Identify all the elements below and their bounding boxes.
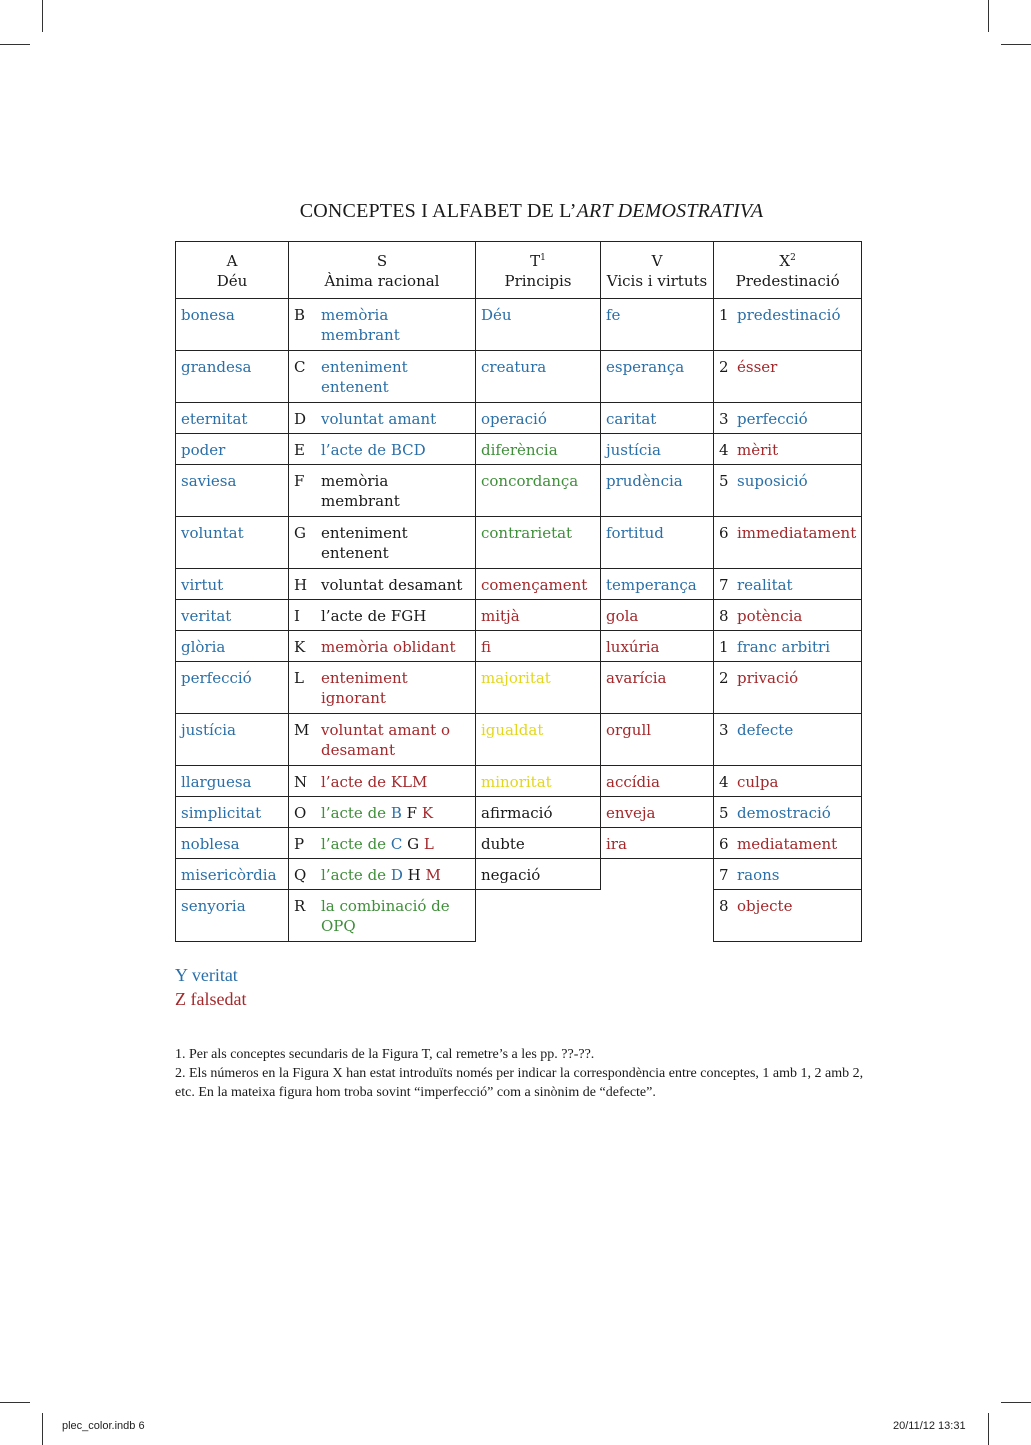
cell-anima [289, 631, 476, 662]
concept-s-part: memòria membrant [321, 306, 400, 344]
table-row [176, 828, 862, 859]
table-row [176, 766, 862, 797]
concept-a: poder [181, 441, 226, 459]
table-row [176, 299, 862, 351]
cell-anima [289, 351, 476, 403]
concept-x: predestinació [737, 306, 841, 324]
crop-mark [42, 1413, 43, 1445]
cell-anima [289, 434, 476, 465]
column-header [476, 242, 601, 299]
alphabet-letter: H [294, 576, 308, 594]
crop-mark [1001, 1402, 1031, 1403]
column-letter: $T^1$ [530, 252, 546, 270]
concept-s-part: M [425, 866, 441, 884]
cell-predestinacio [714, 351, 862, 403]
cell-principis [476, 569, 601, 600]
x-number: 7 [719, 866, 729, 884]
concept-v: enveja [606, 804, 656, 822]
concept-t: afirmació [481, 804, 553, 822]
concept-t: creatura [481, 358, 547, 376]
x-number: 5 [719, 804, 729, 822]
concept-t: concordança [481, 472, 579, 490]
cell-deu [176, 631, 289, 662]
cell-vicis [601, 662, 714, 714]
concept-x: potència [737, 607, 803, 625]
concept-x: demostració [737, 804, 831, 822]
concept-a: virtut [181, 576, 224, 594]
concept-v: justícia [606, 441, 661, 459]
cell-principis [476, 403, 601, 434]
concept-s-part: l’acte de FGH [321, 607, 427, 625]
x-number: 8 [719, 607, 729, 625]
concept-v: esperança [606, 358, 685, 376]
alphabet-letter: E [294, 441, 305, 459]
cell-principis [476, 714, 601, 766]
cell-anima [289, 890, 476, 942]
concept-s-part: l’acte de [321, 804, 391, 822]
cell-predestinacio [714, 434, 862, 465]
concept-t: operació [481, 410, 547, 428]
concept-a: perfecció [181, 669, 252, 687]
header-row [176, 242, 862, 299]
concept-a: grandesa [181, 358, 252, 376]
legend-z: Z falsedat [175, 989, 247, 1009]
concept-x: raons [737, 866, 780, 884]
alphabet-letter: O [294, 804, 307, 822]
concept-v: accídia [606, 773, 660, 791]
concept-s-part: G [402, 835, 424, 853]
cell-principis [476, 434, 601, 465]
concept-v: prudència [606, 472, 683, 490]
alphabet-letter: R [294, 897, 306, 915]
cell-anima [289, 465, 476, 517]
concept-s-part: F [401, 804, 422, 822]
cell-predestinacio [714, 403, 862, 434]
footer-file: plec_color.indb 6 [62, 1420, 145, 1432]
cell-deu [176, 714, 289, 766]
column-header [601, 242, 714, 299]
concept-v: temperança [606, 576, 697, 594]
cell-deu [176, 890, 289, 942]
cell-principis [476, 465, 601, 517]
concept-t: diferència [481, 441, 558, 459]
cell-anima [289, 662, 476, 714]
x-number: 4 [719, 441, 729, 459]
cell-deu [176, 828, 289, 859]
x-number: 5 [719, 472, 729, 490]
cell-vicis [601, 403, 714, 434]
cell-deu [176, 766, 289, 797]
cell-deu [176, 797, 289, 828]
cell-principis [476, 859, 601, 890]
cell-vicis [601, 465, 714, 517]
concept-t: majoritat [481, 669, 551, 687]
cell-anima [289, 766, 476, 797]
concept-a: llarguesa [181, 773, 252, 791]
table-row [176, 631, 862, 662]
concept-x: ésser [737, 358, 778, 376]
concept-x: immediatament [737, 524, 857, 542]
table-row [176, 662, 862, 714]
crop-mark [0, 44, 30, 45]
x-number: 2 [719, 358, 729, 376]
table-body [176, 299, 862, 942]
concept-t: contrarietat [481, 524, 573, 542]
alphabet-letter: F [294, 472, 305, 490]
crop-mark [1001, 44, 1031, 45]
concept-v: gola [606, 607, 639, 625]
column-name: Vicis i virtuts [606, 272, 708, 290]
concept-a: veritat [181, 607, 232, 625]
cell-predestinacio [714, 859, 862, 890]
cell-deu [176, 465, 289, 517]
footnote-1: 1. Per als conceptes secundaris de la Figura T, cal remetre’s a les pp. ??-??. [175, 1047, 595, 1062]
crop-mark [988, 1413, 989, 1445]
cell-predestinacio [714, 299, 862, 351]
concept-t: mitjà [481, 607, 520, 625]
footer-date: 20/11/12 13:31 [893, 1420, 966, 1432]
column-name: Ànima racional [324, 272, 440, 290]
column-name: Predestinació [735, 272, 840, 290]
cell-deu [176, 569, 289, 600]
concept-x: privació [737, 669, 799, 687]
cell-principis [476, 299, 601, 351]
cell-anima [289, 569, 476, 600]
x-number: 3 [719, 410, 729, 428]
cell-deu [176, 434, 289, 465]
cell-anima [289, 600, 476, 631]
cell-deu [176, 517, 289, 569]
concept-t: igualdat [481, 721, 544, 739]
crop-mark [988, 0, 989, 32]
table-row [176, 797, 862, 828]
concept-v: caritat [606, 410, 657, 428]
cell-predestinacio [714, 828, 862, 859]
concept-s-part: l’acte de [321, 835, 391, 853]
concept-s-part: voluntat amant [321, 410, 437, 428]
cell-predestinacio [714, 465, 862, 517]
table-row [176, 859, 862, 890]
concept-s-part: l’acte de [321, 866, 391, 884]
concept-a: noblesa [181, 835, 240, 853]
concept-s-part: enteniment entenent [321, 524, 408, 562]
cell-vicis [601, 631, 714, 662]
table-row [176, 569, 862, 600]
column-letter: $X^2$ [779, 252, 796, 270]
table-row [176, 600, 862, 631]
concept-x: culpa [737, 773, 779, 791]
concept-a: voluntat [181, 524, 244, 542]
cell-vicis [601, 600, 714, 631]
concept-a: simplicitat [181, 804, 262, 822]
x-number: 3 [719, 721, 729, 739]
concept-x: mediatament [737, 835, 838, 853]
cell-deu [176, 600, 289, 631]
table-row [176, 517, 862, 569]
concept-a: misericòrdia [181, 866, 277, 884]
cell-predestinacio [714, 890, 862, 942]
concept-s-part: K [421, 804, 434, 822]
concept-s-part: la combinació de OPQ [321, 897, 450, 935]
column-letter: A [226, 252, 238, 270]
concept-s-part: voluntat amant o desamant [321, 721, 450, 759]
column-header [714, 242, 862, 299]
alphabet-letter: I [294, 607, 300, 625]
alphabet-letter: P [294, 835, 305, 853]
cell-predestinacio [714, 600, 862, 631]
cell-principis [476, 600, 601, 631]
concept-t: començament [481, 576, 588, 594]
column-name: Principis [504, 272, 572, 290]
concept-a: bonesa [181, 306, 235, 324]
cell-vicis [601, 569, 714, 600]
concept-s-part: enteniment ignorant [321, 669, 408, 707]
cell-vicis [601, 859, 714, 890]
cell-deu [176, 403, 289, 434]
table-row [176, 465, 862, 517]
footnote-2: 2. Els números en la Figura X han estat introduïts només per indicar la correspondència entre conceptes, 1 amb 1, 2 amb 2, etc. En la mateixa figura hom troba sovint “imperfecció” com a sinònim de “defecte”. [175, 1066, 864, 1100]
alphabet-letter: Q [294, 866, 307, 884]
cell-deu [176, 859, 289, 890]
column-header [176, 242, 289, 299]
x-number: 7 [719, 576, 729, 594]
legend [175, 963, 246, 1011]
cell-vicis [601, 351, 714, 403]
concept-s-part: D [390, 866, 403, 884]
concept-v: avarícia [606, 669, 667, 687]
concept-a: glòria [181, 638, 226, 656]
table-row [176, 714, 862, 766]
footnotes [175, 1045, 875, 1102]
concept-x: realitat [737, 576, 793, 594]
table-row [176, 890, 862, 942]
concept-t: negació [481, 866, 541, 884]
concept-x: perfecció [737, 410, 808, 428]
column-name: Déu [216, 272, 248, 290]
cell-anima [289, 828, 476, 859]
alphabet-letter: B [294, 306, 306, 324]
concept-a: justícia [181, 721, 236, 739]
cell-vicis [601, 766, 714, 797]
cell-principis [476, 766, 601, 797]
concepts-table [175, 241, 862, 942]
concept-s-part: l’acte de KLM [321, 773, 428, 791]
cell-anima [289, 859, 476, 890]
cell-vicis [601, 890, 714, 942]
cell-deu [176, 351, 289, 403]
cell-principis [476, 890, 601, 942]
cell-principis [476, 662, 601, 714]
cell-deu [176, 299, 289, 351]
concept-a: saviesa [181, 472, 237, 490]
concept-t: minoritat [481, 773, 552, 791]
cell-deu [176, 662, 289, 714]
concept-x: suposició [737, 472, 808, 490]
concept-t: Déu [481, 306, 512, 324]
x-number: 2 [719, 669, 729, 687]
cell-principis [476, 828, 601, 859]
concept-s-part: voluntat desamant [321, 576, 463, 594]
cell-anima [289, 714, 476, 766]
cell-vicis [601, 299, 714, 351]
cell-predestinacio [714, 714, 862, 766]
concept-x: mèrit [737, 441, 779, 459]
alphabet-letter: C [294, 358, 306, 376]
concept-a: eternitat [181, 410, 248, 428]
x-number: 1 [719, 638, 729, 656]
concept-s-part: memòria membrant [321, 472, 400, 510]
column-header [289, 242, 476, 299]
concept-x: defecte [737, 721, 794, 739]
table-row [176, 351, 862, 403]
concept-v: orgull [606, 721, 652, 739]
cell-anima [289, 299, 476, 351]
cell-vicis [601, 797, 714, 828]
cell-predestinacio [714, 662, 862, 714]
x-number: 6 [719, 835, 729, 853]
cell-principis [476, 517, 601, 569]
cell-principis [476, 797, 601, 828]
alphabet-letter: M [294, 721, 310, 739]
cell-principis [476, 631, 601, 662]
cell-predestinacio [714, 766, 862, 797]
cell-predestinacio [714, 569, 862, 600]
title-main: CONCEPTES I ALFABET DE L’ [299, 200, 577, 222]
table-row [176, 403, 862, 434]
alphabet-letter: L [294, 669, 304, 687]
concept-x: objecte [737, 897, 793, 915]
cell-principis [476, 351, 601, 403]
cell-predestinacio [714, 797, 862, 828]
cell-anima [289, 403, 476, 434]
alphabet-letter: N [294, 773, 308, 791]
crop-mark [42, 0, 43, 32]
concept-s-part: H [402, 866, 426, 884]
cell-vicis [601, 828, 714, 859]
cell-anima [289, 517, 476, 569]
cell-predestinacio [714, 517, 862, 569]
concept-s-part: enteniment entenent [321, 358, 408, 396]
concept-s-part: memòria oblidant [321, 638, 456, 656]
concept-t: fi [481, 638, 492, 656]
concept-t: dubte [481, 835, 525, 853]
page-title [0, 200, 1031, 223]
x-number: 6 [719, 524, 729, 542]
alphabet-letter: K [294, 638, 306, 656]
concept-v: ira [606, 835, 627, 853]
cell-vicis [601, 434, 714, 465]
concept-s-part: l’acte de BCD [321, 441, 426, 459]
cell-anima [289, 797, 476, 828]
legend-y: Y veritat [175, 965, 238, 985]
table-row [176, 434, 862, 465]
concept-s-part: B [390, 804, 402, 822]
concept-s-part: L [423, 835, 434, 853]
concept-x: franc arbitri [737, 638, 831, 656]
x-number: 8 [719, 897, 729, 915]
concept-v: fe [606, 306, 621, 324]
concept-s-part: C [390, 835, 403, 853]
alphabet-letter: D [294, 410, 307, 428]
concept-v: fortitud [606, 524, 664, 542]
column-letter: V [651, 252, 663, 270]
cell-predestinacio [714, 631, 862, 662]
cell-vicis [601, 517, 714, 569]
concept-v: luxúria [606, 638, 660, 656]
concept-a: senyoria [181, 897, 246, 915]
column-letter: S [376, 252, 388, 270]
x-number: 4 [719, 773, 729, 791]
x-number: 1 [719, 306, 729, 324]
title-italic: ART DEMOSTRATIVA [576, 200, 764, 222]
alphabet-letter: G [294, 524, 306, 542]
cell-vicis [601, 714, 714, 766]
crop-mark [0, 1402, 30, 1403]
